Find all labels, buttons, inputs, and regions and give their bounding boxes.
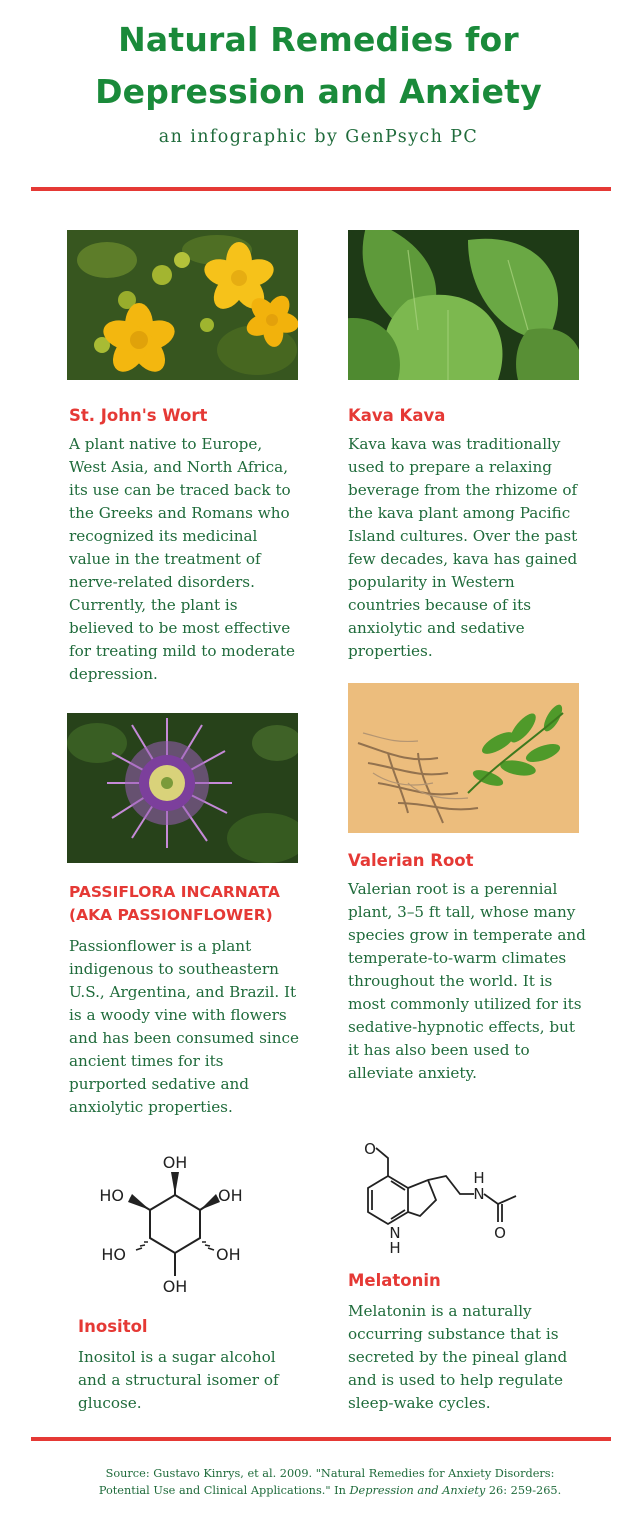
melatonin-structure-diagram [348, 1128, 528, 1258]
melatonin-label-h-indole: H [389, 1239, 401, 1257]
kava-kava-text: Kava kava was traditionally used to prepare a relaxing beverage from the rhizome of the kava plant among Pacific Island cultures. Over the past few decades, kava has gained popularity in Western countries because of its anxiolytic and sedative properties. [348, 435, 578, 660]
page-subtitle: an infographic by GenPsych PC [158, 127, 479, 147]
melatonin-label-oxygen-methoxy: O [364, 1140, 376, 1158]
kava-kava-photo [348, 230, 579, 380]
inositol-text: Inositol is a sugar alcohol and a structural isomer of glucose. [78, 1348, 279, 1412]
inositol-label-ho-lower-left: HO [101, 1245, 126, 1264]
source-citation [80, 1465, 580, 1499]
valerian-root-photo [348, 683, 579, 833]
bottom-divider [31, 1437, 611, 1441]
page-title-line-1: Natural Remedies for [118, 20, 519, 59]
melatonin-label-n-amide: N [473, 1185, 485, 1203]
passionflower-text: Passionflower is a plant indigenous to southeastern U.S., Argentina, and Brazil. It is a woody vine with flowers and has been consumed since ancient times for its purported sedative and anxiolytic properties. [69, 937, 300, 1116]
melatonin-label-oxygen-carbonyl: O [494, 1224, 506, 1242]
melatonin-label-n-indole: N [389, 1224, 401, 1242]
valerian-root-heading: Valerian Root [348, 851, 474, 870]
source-journal: Depression and Anxiety [349, 1484, 486, 1497]
inositol-label-oh-top: OH [162, 1153, 188, 1172]
melatonin-heading: Melatonin [348, 1271, 441, 1290]
source-line-2 [80, 1482, 580, 1499]
st-johns-wort-text: A plant native to Europe, West Asia, and North Africa, its use can be traced back to the Greeks and Romans who recognized its medicinal value in the treatment of nerve-related disorders. Currently, the plant is believed to be most effective for treating mild to moderate depression. [69, 435, 295, 683]
passionflower-heading-line-1: PASSIFLORA INCARNATA [69, 883, 280, 901]
page-title-line-2: Depression and Anxiety [95, 72, 542, 111]
inositol-structure-diagram [88, 1150, 258, 1300]
inositol-label-oh-lower-right: OH [216, 1245, 241, 1264]
st-johns-wort-heading: St. John's Wort [69, 406, 208, 425]
inositol-label-ho-left: HO [99, 1186, 124, 1205]
source-line-2-suffix: 26: 259-265. [485, 1484, 562, 1497]
inositol-label-oh-right: OH [218, 1186, 243, 1205]
inositol-heading: Inositol [78, 1317, 148, 1336]
melatonin-text: Melatonin is a naturally occurring substance that is secreted by the pineal gland and is used to help regulate sleep-wake cycles. [348, 1302, 568, 1412]
kava-kava-heading: Kava Kava [348, 406, 446, 425]
inositol-label-oh-bottom: OH [162, 1277, 188, 1296]
melatonin-label-h-amide: H [473, 1169, 485, 1187]
passionflower-photo [67, 713, 298, 863]
st-johns-wort-photo [67, 230, 298, 380]
valerian-root-text: Valerian root is a perennial plant, 3–5 ft tall, whose many species grow in temperate and temperate-to-warm climates throughout the world. It is most commonly utilized for its sedative-hypnotic effects, but it has also been used to alleviate anxiety. [348, 880, 586, 1082]
source-line-2-prefix: Potential Use and Clinical Applications." In [98, 1484, 350, 1497]
top-divider [31, 187, 611, 191]
passionflower-heading-line-2: (AKA PASSIONFLOWER) [69, 906, 273, 924]
source-line-1: Source: Gustavo Kinrys, et al. 2009. "Natural Remedies for Anxiety Disorders: [105, 1467, 555, 1480]
